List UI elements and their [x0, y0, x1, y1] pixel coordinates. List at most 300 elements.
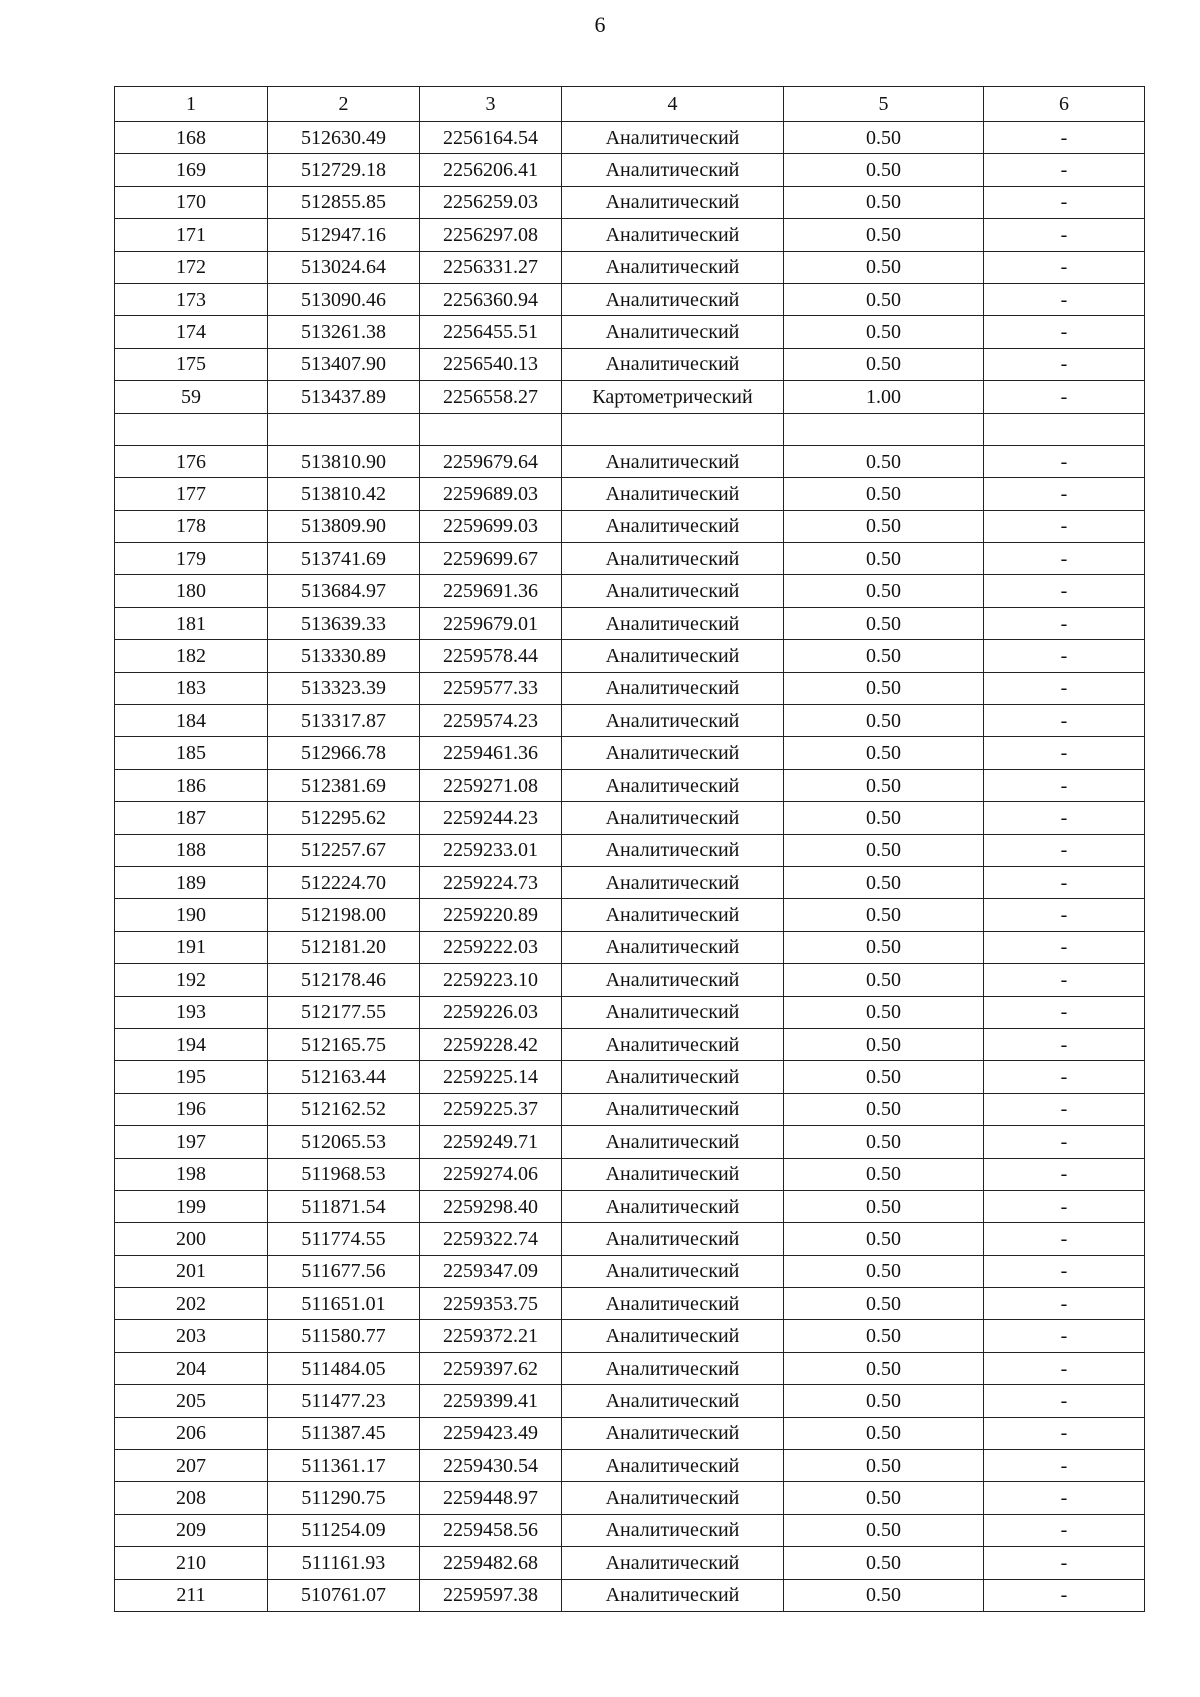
table-cell: 170	[115, 186, 268, 218]
table-cell: 1.00	[784, 381, 984, 413]
table-cell: 200	[115, 1223, 268, 1255]
table-cell: 513330.89	[268, 640, 420, 672]
table-cell: 512165.75	[268, 1028, 420, 1060]
table-row	[115, 1514, 1145, 1546]
table-cell: 512729.18	[268, 154, 420, 186]
table-cell: 197	[115, 1126, 268, 1158]
table-cell: 513024.64	[268, 251, 420, 283]
table-cell: 513407.90	[268, 348, 420, 380]
table-cell: -	[984, 1579, 1145, 1611]
table-cell: 2259423.49	[420, 1417, 562, 1449]
table-cell: 512065.53	[268, 1126, 420, 1158]
table-cell: 0.50	[784, 543, 984, 575]
table-cell: 0.50	[784, 283, 984, 315]
table-cell: 204	[115, 1352, 268, 1384]
table-cell: -	[984, 478, 1145, 510]
table-cell: 2256259.03	[420, 186, 562, 218]
table-cell: Аналитический	[562, 834, 784, 866]
table-cell: 2259353.75	[420, 1288, 562, 1320]
table-cell: 511161.93	[268, 1547, 420, 1579]
table-row	[115, 1061, 1145, 1093]
table-cell: Аналитический	[562, 445, 784, 477]
table-cell	[115, 413, 268, 445]
table-cell: Аналитический	[562, 964, 784, 996]
table-cell: 0.50	[784, 1255, 984, 1287]
table-row	[115, 251, 1145, 283]
table-cell: 0.50	[784, 899, 984, 931]
table-cell: 511677.56	[268, 1255, 420, 1287]
table-cell: 176	[115, 445, 268, 477]
table-cell: Аналитический	[562, 154, 784, 186]
table-row	[115, 122, 1145, 154]
table-cell: 2259679.01	[420, 607, 562, 639]
table-row	[115, 834, 1145, 866]
table-body	[115, 87, 1145, 1612]
table-cell: 0.50	[784, 1288, 984, 1320]
table-cell: 2259699.67	[420, 543, 562, 575]
table-cell: 2256206.41	[420, 154, 562, 186]
table-row	[115, 186, 1145, 218]
table-cell: 511774.55	[268, 1223, 420, 1255]
table-cell: 177	[115, 478, 268, 510]
header-cell: 5	[784, 87, 984, 122]
table-cell: -	[984, 1320, 1145, 1352]
table-cell: 512163.44	[268, 1061, 420, 1093]
table-cell: -	[984, 445, 1145, 477]
table-cell: Аналитический	[562, 575, 784, 607]
table-cell: Аналитический	[562, 348, 784, 380]
table-cell: 2259482.68	[420, 1547, 562, 1579]
table-cell: -	[984, 1126, 1145, 1158]
table-cell: 2259461.36	[420, 737, 562, 769]
table-cell: 0.50	[784, 251, 984, 283]
table-cell: 512381.69	[268, 769, 420, 801]
table-cell: 175	[115, 348, 268, 380]
table-cell: 0.50	[784, 705, 984, 737]
table-cell: 513684.97	[268, 575, 420, 607]
table-cell: 2259574.23	[420, 705, 562, 737]
table-cell: -	[984, 607, 1145, 639]
table-cell: 2259244.23	[420, 802, 562, 834]
table-row	[115, 931, 1145, 963]
table-cell: 184	[115, 705, 268, 737]
table-cell: 2256297.08	[420, 219, 562, 251]
table-cell: 172	[115, 251, 268, 283]
table-row	[115, 705, 1145, 737]
table-cell: 2256558.27	[420, 381, 562, 413]
table-cell: 513090.46	[268, 283, 420, 315]
table-cell: Аналитический	[562, 866, 784, 898]
table-cell: 2256360.94	[420, 283, 562, 315]
table-row	[115, 413, 1145, 445]
table-cell: 0.50	[784, 1061, 984, 1093]
table-cell: 173	[115, 283, 268, 315]
table-cell: -	[984, 1288, 1145, 1320]
table-cell: 0.50	[784, 575, 984, 607]
table-cell: -	[984, 316, 1145, 348]
table-row	[115, 1093, 1145, 1125]
table-cell: 511651.01	[268, 1288, 420, 1320]
table-cell: -	[984, 283, 1145, 315]
table-cell: 168	[115, 122, 268, 154]
table-row	[115, 1352, 1145, 1384]
table-cell	[984, 413, 1145, 445]
table-cell: 0.50	[784, 1028, 984, 1060]
table-cell: 202	[115, 1288, 268, 1320]
table-cell: Аналитический	[562, 251, 784, 283]
table-cell: 201	[115, 1255, 268, 1287]
table-cell: 0.50	[784, 1579, 984, 1611]
table-cell: -	[984, 348, 1145, 380]
table-cell: 513809.90	[268, 510, 420, 542]
table-cell: 511968.53	[268, 1158, 420, 1190]
table-cell: 0.50	[784, 445, 984, 477]
table-cell: -	[984, 381, 1145, 413]
table-cell: 2259322.74	[420, 1223, 562, 1255]
table-cell: 0.50	[784, 1190, 984, 1222]
table-cell: 511484.05	[268, 1352, 420, 1384]
table-row	[115, 640, 1145, 672]
table-row	[115, 543, 1145, 575]
table-cell: Аналитический	[562, 1352, 784, 1384]
table-cell: 513261.38	[268, 316, 420, 348]
table-row	[115, 1417, 1145, 1449]
table-cell: 2256540.13	[420, 348, 562, 380]
table-row	[115, 672, 1145, 704]
table-cell: 2259225.37	[420, 1093, 562, 1125]
table-cell: 59	[115, 381, 268, 413]
table-cell: Картометрический	[562, 381, 784, 413]
table-cell: Аналитический	[562, 1288, 784, 1320]
table-cell: 2259222.03	[420, 931, 562, 963]
table-cell: 0.50	[784, 607, 984, 639]
table-cell: 0.50	[784, 964, 984, 996]
table-cell: 512181.20	[268, 931, 420, 963]
header-cell: 6	[984, 87, 1145, 122]
table-row	[115, 1579, 1145, 1611]
table-cell: Аналитический	[562, 607, 784, 639]
table-cell: -	[984, 251, 1145, 283]
coordinates-table	[114, 86, 1145, 1612]
table-cell: -	[984, 1223, 1145, 1255]
table-cell: Аналитический	[562, 1547, 784, 1579]
table-cell: -	[984, 510, 1145, 542]
table-cell: 0.50	[784, 1223, 984, 1255]
table-row	[115, 575, 1145, 607]
table-cell: Аналитический	[562, 802, 784, 834]
table-cell: -	[984, 186, 1145, 218]
table-row	[115, 1450, 1145, 1482]
table-cell: 0.50	[784, 640, 984, 672]
table-cell: 0.50	[784, 1417, 984, 1449]
table-cell: Аналитический	[562, 1223, 784, 1255]
table-cell: 199	[115, 1190, 268, 1222]
table-cell: 0.50	[784, 510, 984, 542]
table-cell: Аналитический	[562, 1320, 784, 1352]
table-cell: Аналитический	[562, 1255, 784, 1287]
table-cell: 2259578.44	[420, 640, 562, 672]
table-cell: 211	[115, 1579, 268, 1611]
table-cell: 178	[115, 510, 268, 542]
table-cell: 0.50	[784, 219, 984, 251]
table-cell: 2259597.38	[420, 1579, 562, 1611]
table-cell: 512257.67	[268, 834, 420, 866]
table-cell: 2259249.71	[420, 1126, 562, 1158]
table-cell: -	[984, 1385, 1145, 1417]
table-cell	[420, 413, 562, 445]
table-cell: 2256455.51	[420, 316, 562, 348]
table-cell: 2259298.40	[420, 1190, 562, 1222]
table-cell: 186	[115, 769, 268, 801]
table-cell: -	[984, 1417, 1145, 1449]
table-cell: Аналитический	[562, 1158, 784, 1190]
table-row	[115, 1482, 1145, 1514]
table-row	[115, 1320, 1145, 1352]
table-cell: 0.50	[784, 834, 984, 866]
table-cell: 174	[115, 316, 268, 348]
table-cell: Аналитический	[562, 1093, 784, 1125]
table-cell: 194	[115, 1028, 268, 1060]
table-cell: -	[984, 1352, 1145, 1384]
table-cell: 511477.23	[268, 1385, 420, 1417]
table-cell: Аналитический	[562, 672, 784, 704]
table-row	[115, 1547, 1145, 1579]
table-row	[115, 316, 1145, 348]
table-cell: Аналитический	[562, 1579, 784, 1611]
table-cell: Аналитический	[562, 283, 784, 315]
table-row	[115, 866, 1145, 898]
table-cell: 0.50	[784, 1158, 984, 1190]
page-number: 6	[594, 12, 606, 37]
table-cell: 0.50	[784, 1126, 984, 1158]
table-cell: -	[984, 1450, 1145, 1482]
table-cell: 191	[115, 931, 268, 963]
table-cell: 181	[115, 607, 268, 639]
table-cell: -	[984, 964, 1145, 996]
table-row	[115, 348, 1145, 380]
table-row	[115, 1126, 1145, 1158]
table-cell: 513639.33	[268, 607, 420, 639]
table-cell: 2259399.41	[420, 1385, 562, 1417]
table-cell: 511254.09	[268, 1514, 420, 1546]
table-cell: Аналитический	[562, 1385, 784, 1417]
table-cell: 511580.77	[268, 1320, 420, 1352]
table-cell: Аналитический	[562, 1417, 784, 1449]
table-cell: 511290.75	[268, 1482, 420, 1514]
table-cell: -	[984, 640, 1145, 672]
table-cell	[562, 413, 784, 445]
table-cell: Аналитический	[562, 640, 784, 672]
table-cell: 0.50	[784, 769, 984, 801]
table-row	[115, 769, 1145, 801]
table-cell: -	[984, 672, 1145, 704]
table-cell: Аналитический	[562, 1482, 784, 1514]
table-row	[115, 478, 1145, 510]
table-cell: 207	[115, 1450, 268, 1482]
table-row	[115, 1223, 1145, 1255]
table-cell: 2259271.08	[420, 769, 562, 801]
table-cell: 0.50	[784, 316, 984, 348]
table-cell: 0.50	[784, 154, 984, 186]
table-cell: -	[984, 1158, 1145, 1190]
table-cell: 0.50	[784, 672, 984, 704]
table-cell: 0.50	[784, 1482, 984, 1514]
table-cell: Аналитический	[562, 316, 784, 348]
table-cell: -	[984, 1028, 1145, 1060]
table-cell: 511871.54	[268, 1190, 420, 1222]
table-cell: -	[984, 802, 1145, 834]
table-cell: 2259689.03	[420, 478, 562, 510]
table-cell: -	[984, 899, 1145, 931]
table-cell: 2259233.01	[420, 834, 562, 866]
table-cell: 2259372.21	[420, 1320, 562, 1352]
table-cell: Аналитический	[562, 1514, 784, 1546]
table-cell: 2259679.64	[420, 445, 562, 477]
table-cell: 198	[115, 1158, 268, 1190]
table-cell: 210	[115, 1547, 268, 1579]
table-cell: 2259577.33	[420, 672, 562, 704]
table-row	[115, 996, 1145, 1028]
table-cell: 179	[115, 543, 268, 575]
table-cell: Аналитический	[562, 510, 784, 542]
table-row	[115, 1385, 1145, 1417]
table-cell: 2259448.97	[420, 1482, 562, 1514]
table-cell: Аналитический	[562, 122, 784, 154]
table-cell: 512177.55	[268, 996, 420, 1028]
table-cell: 183	[115, 672, 268, 704]
table-cell: 185	[115, 737, 268, 769]
table-row	[115, 381, 1145, 413]
table-cell: 196	[115, 1093, 268, 1125]
table-cell: Аналитический	[562, 186, 784, 218]
table-cell: Аналитический	[562, 705, 784, 737]
table-cell: -	[984, 1514, 1145, 1546]
table-cell: -	[984, 769, 1145, 801]
table-cell	[268, 413, 420, 445]
table-cell: 2259397.62	[420, 1352, 562, 1384]
table-cell: Аналитический	[562, 478, 784, 510]
table-cell: -	[984, 543, 1145, 575]
table-cell: -	[984, 575, 1145, 607]
table-cell: 510761.07	[268, 1579, 420, 1611]
table-cell: 2259458.56	[420, 1514, 562, 1546]
table-cell: -	[984, 1190, 1145, 1222]
table-cell: 0.50	[784, 866, 984, 898]
table-cell: Аналитический	[562, 1450, 784, 1482]
table-cell: -	[984, 1547, 1145, 1579]
table-row	[115, 154, 1145, 186]
table-cell: 511387.45	[268, 1417, 420, 1449]
table-row	[115, 737, 1145, 769]
table-cell: 2259223.10	[420, 964, 562, 996]
table-cell: 0.50	[784, 186, 984, 218]
table-row	[115, 1255, 1145, 1287]
table-cell: 2259220.89	[420, 899, 562, 931]
header-cell: 3	[420, 87, 562, 122]
table-cell: 189	[115, 866, 268, 898]
table-cell: Аналитический	[562, 543, 784, 575]
table-cell: 2256331.27	[420, 251, 562, 283]
table-cell: 2259226.03	[420, 996, 562, 1028]
table-cell: 187	[115, 802, 268, 834]
table-cell: 0.50	[784, 996, 984, 1028]
table-cell: -	[984, 996, 1145, 1028]
table-cell: -	[984, 866, 1145, 898]
table-cell: Аналитический	[562, 996, 784, 1028]
table-cell: 512855.85	[268, 186, 420, 218]
table-cell: 180	[115, 575, 268, 607]
table-cell: 0.50	[784, 1514, 984, 1546]
table-row	[115, 1028, 1145, 1060]
table-cell: 203	[115, 1320, 268, 1352]
table-cell: 513810.42	[268, 478, 420, 510]
table-cell: 0.50	[784, 737, 984, 769]
table-cell: 2259347.09	[420, 1255, 562, 1287]
table-cell: 0.50	[784, 931, 984, 963]
table-cell: Аналитический	[562, 1190, 784, 1222]
table-cell: -	[984, 1093, 1145, 1125]
table-cell: 512224.70	[268, 866, 420, 898]
table-cell: Аналитический	[562, 1028, 784, 1060]
table-cell: 2259224.73	[420, 866, 562, 898]
table-cell: Аналитический	[562, 737, 784, 769]
table-cell: -	[984, 737, 1145, 769]
table-cell: 2259699.03	[420, 510, 562, 542]
table-cell: 0.50	[784, 348, 984, 380]
table-cell: 513317.87	[268, 705, 420, 737]
table-row	[115, 802, 1145, 834]
table-cell: Аналитический	[562, 931, 784, 963]
table-cell: 193	[115, 996, 268, 1028]
table-cell: 2259225.14	[420, 1061, 562, 1093]
table-cell: 512198.00	[268, 899, 420, 931]
table-cell: Аналитический	[562, 1061, 784, 1093]
table-cell: 0.50	[784, 1547, 984, 1579]
header-cell: 1	[115, 87, 268, 122]
table-cell: 0.50	[784, 1352, 984, 1384]
table-cell: 182	[115, 640, 268, 672]
table-cell: 511361.17	[268, 1450, 420, 1482]
table-cell: -	[984, 219, 1145, 251]
table-cell: -	[984, 1482, 1145, 1514]
table-cell: -	[984, 1061, 1145, 1093]
table-cell: -	[984, 834, 1145, 866]
table-cell: 513323.39	[268, 672, 420, 704]
table-cell: 512178.46	[268, 964, 420, 996]
table-cell: Аналитический	[562, 899, 784, 931]
table-cell: 2259228.42	[420, 1028, 562, 1060]
table-cell: 188	[115, 834, 268, 866]
table-cell: 2256164.54	[420, 122, 562, 154]
table-row	[115, 219, 1145, 251]
table-row	[115, 607, 1145, 639]
table-cell: -	[984, 931, 1145, 963]
table-cell: 513437.89	[268, 381, 420, 413]
table-row	[115, 1158, 1145, 1190]
table-cell: 2259691.36	[420, 575, 562, 607]
table-row	[115, 510, 1145, 542]
table-cell	[784, 413, 984, 445]
header-cell: 2	[268, 87, 420, 122]
table-cell: 2259274.06	[420, 1158, 562, 1190]
table-cell: 195	[115, 1061, 268, 1093]
table-row	[115, 1190, 1145, 1222]
table-row	[115, 445, 1145, 477]
table-row	[115, 283, 1145, 315]
table-row	[115, 964, 1145, 996]
table-cell: 0.50	[784, 1320, 984, 1352]
table-header-row	[115, 87, 1145, 122]
